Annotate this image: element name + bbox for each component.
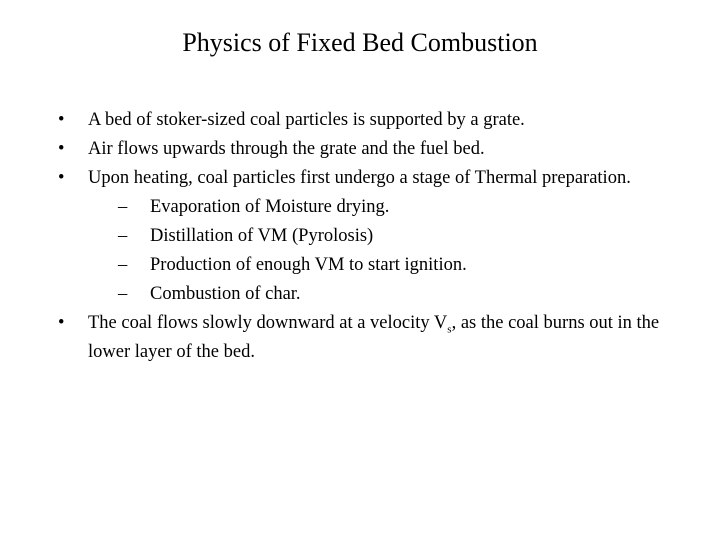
- dash-icon: –: [118, 284, 128, 304]
- slide-title: Physics of Fixed Bed Combustion: [182, 28, 538, 57]
- bullet-item: [58, 135, 678, 164]
- bullet-text: Air flows upwards through the grate and the fuel bed.: [88, 139, 485, 159]
- bullet-item: [58, 106, 678, 135]
- sub-bullet-text: Evaporation of Moisture drying.: [150, 197, 390, 217]
- bullet-icon: •: [58, 110, 65, 130]
- sub-bullet-list: [88, 193, 678, 309]
- bullet-text-before: The coal flows slowly downward at a velocity V: [88, 313, 448, 333]
- sub-bullet-text: Combustion of char.: [150, 284, 301, 304]
- velocity-subscript: s: [447, 323, 452, 336]
- dash-icon: –: [118, 226, 128, 246]
- sub-bullet-text: Production of enough VM to start ignition.: [150, 255, 467, 275]
- dash-icon: –: [118, 197, 128, 217]
- sub-bullet-text: Distillation of VM (Pyrolosis): [150, 226, 374, 246]
- bullet-item: [58, 164, 678, 309]
- bullet-icon: •: [58, 313, 65, 333]
- sub-bullet-item: [88, 222, 678, 251]
- sub-bullet-item: [88, 251, 678, 280]
- sub-bullet-item: [88, 193, 678, 222]
- bullet-icon: •: [58, 139, 65, 159]
- bullet-list: [58, 106, 678, 367]
- bullet-item: [58, 309, 678, 367]
- bullet-icon: •: [58, 168, 65, 188]
- sub-bullet-item: [88, 280, 678, 309]
- bullet-text-after: , as the coal burns out in the lower layer of the bed.: [88, 313, 660, 362]
- dash-icon: –: [118, 255, 128, 275]
- bullet-text: Upon heating, coal particles first undergo a stage of Thermal preparation.: [88, 168, 631, 188]
- bullet-text: A bed of stoker-sized coal particles is supported by a grate.: [88, 110, 525, 130]
